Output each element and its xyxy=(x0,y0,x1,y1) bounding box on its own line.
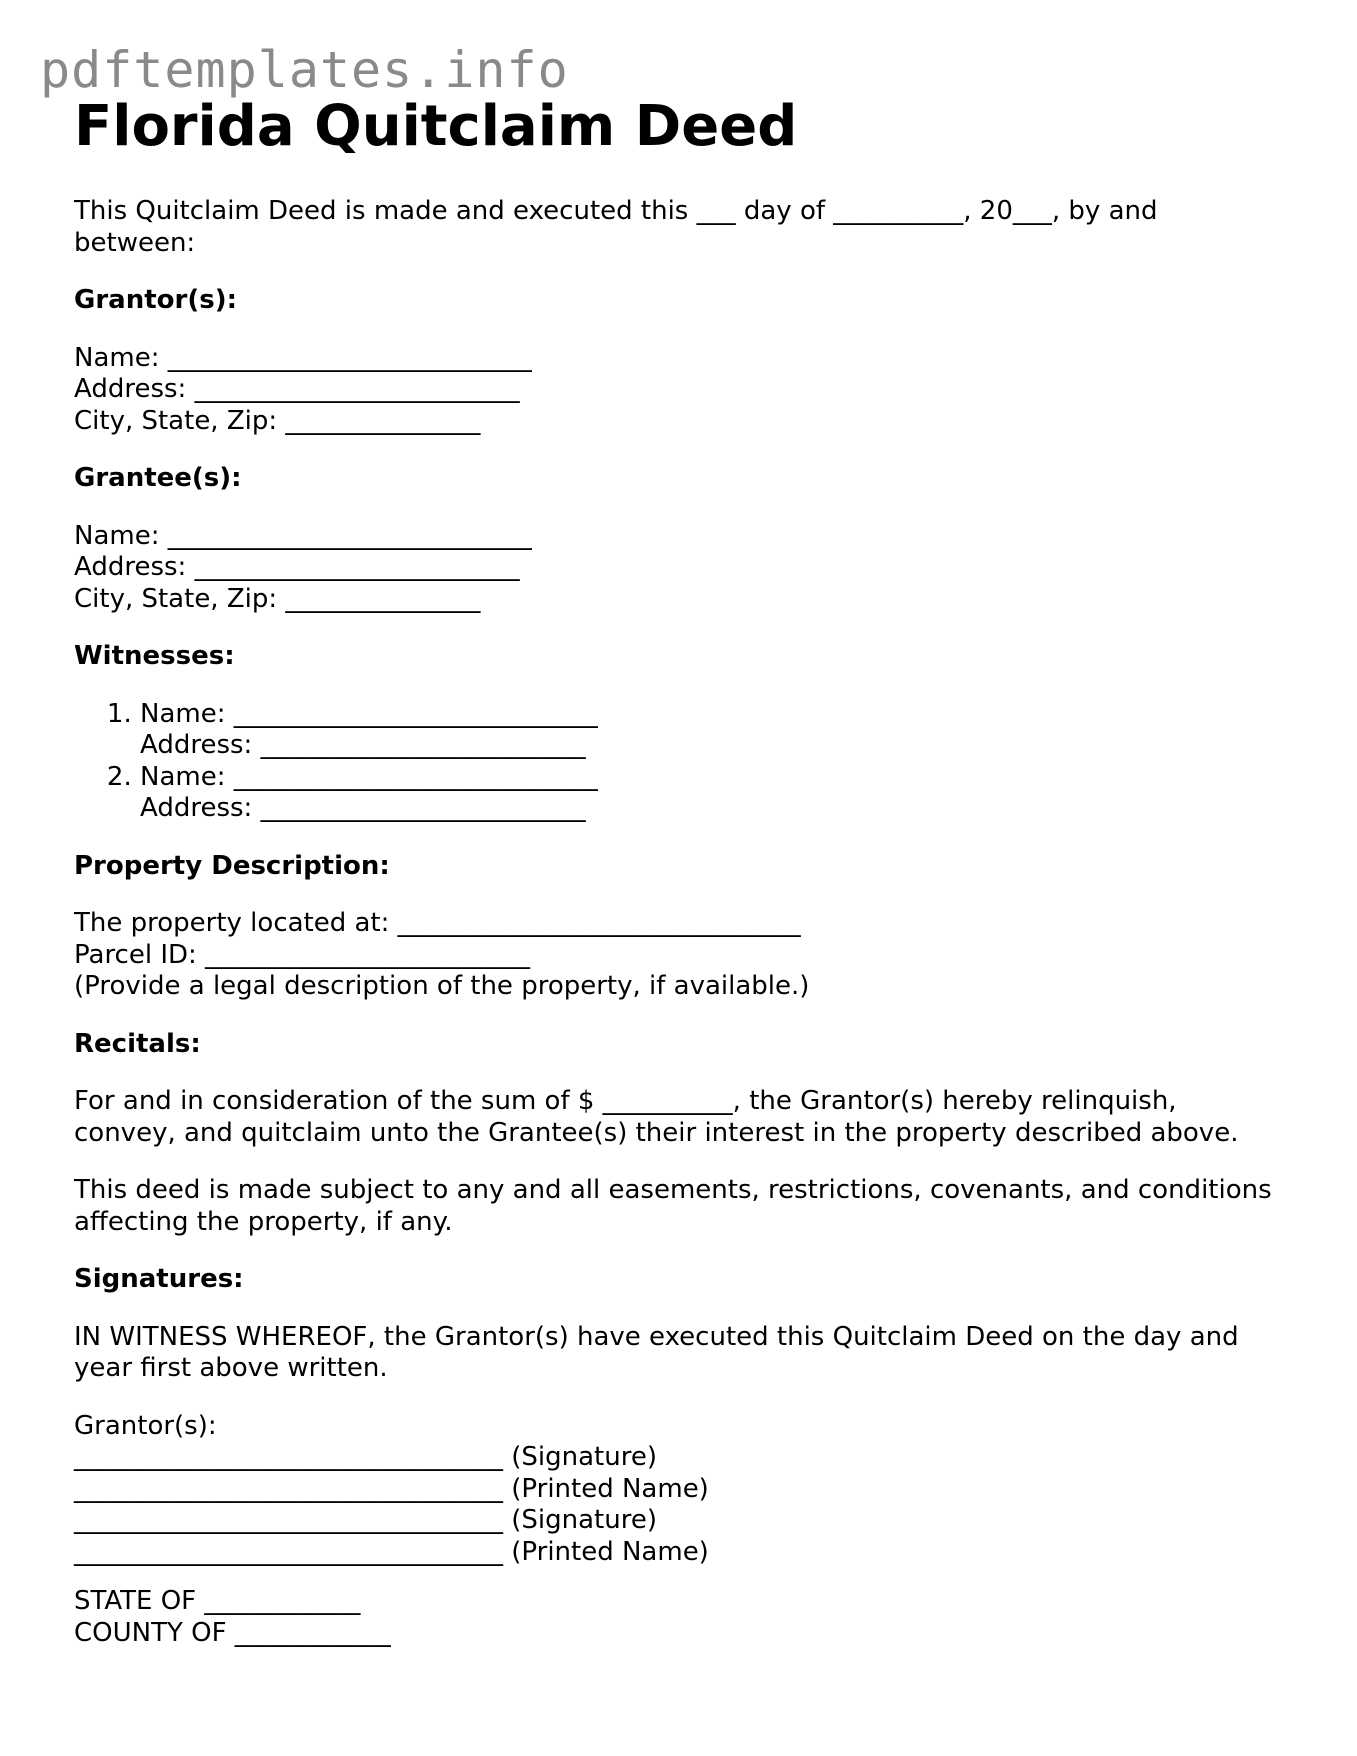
grantee-city-line: City, State, Zip: _______________ xyxy=(74,583,481,614)
notary-block xyxy=(74,1586,1274,1649)
watermark: pdftemplates.info xyxy=(40,41,569,99)
grantee-name-line: Name: ____________________________ xyxy=(74,520,532,551)
state-line: STATE OF ____________ xyxy=(74,1586,361,1616)
grantee-fields xyxy=(74,521,1274,616)
signature-line: _________________________________ (Signature) xyxy=(74,1442,657,1472)
grantor-address-line: Address: _________________________ xyxy=(74,374,520,404)
witness-item xyxy=(140,699,1274,762)
signatures-paragraph: IN WITNESS WHEREOF, the Grantor(s) have executed this Quitclaim Deed on the day and year first above written. xyxy=(74,1321,1239,1383)
grantee-heading: Grantee(s): xyxy=(74,463,242,493)
witness-name-line: 1. Name: ____________________________ xyxy=(140,698,598,729)
printed-name-line: _________________________________ (Printed Name) xyxy=(74,1536,709,1567)
recitals-paragraph-1: For and in consideration of the sum of $ __________, the Grantor(s) hereby relinquish, convey, and quitclaim unto the Grantee(s) their interest in the property described above. xyxy=(74,1086,1239,1148)
grantor-city-line: City, State, Zip: _______________ xyxy=(74,405,481,436)
county-line: COUNTY OF ____________ xyxy=(74,1617,391,1648)
printed-name-line: _________________________________ (Printed Name) xyxy=(74,1473,709,1504)
recitals-heading: Recitals: xyxy=(74,1028,201,1059)
signature-label: Grantor(s): xyxy=(74,1410,217,1441)
witness-item xyxy=(140,762,1274,825)
recitals-paragraph-2: This deed is made subject to any and all easements, restrictions, covenants, and conditions affecting the property, if any. xyxy=(74,1175,1272,1237)
property-heading: Property Description: xyxy=(74,850,390,881)
document-body xyxy=(74,90,1274,1649)
property-location-line: The property located at: _______________________________ xyxy=(74,908,801,938)
intro-paragraph: This Quitclaim Deed is made and executed this ___ day of __________, 20___, by and between: xyxy=(74,196,1158,258)
witnesses-heading: Witnesses: xyxy=(74,641,235,671)
grantor-fields xyxy=(74,343,1274,438)
witness-address-line: Address: _________________________ xyxy=(140,793,586,823)
document-title: Florida Quitclaim Deed xyxy=(74,94,798,159)
witnesses-list xyxy=(74,699,1274,825)
property-note: (Provide a legal description of the property, if available.) xyxy=(74,971,810,1001)
signature-line: _________________________________ (Signature) xyxy=(74,1505,657,1535)
parcel-id-line: Parcel ID: _________________________ xyxy=(74,939,531,970)
property-fields xyxy=(74,908,1274,1003)
witness-name-line: 2. Name: ____________________________ xyxy=(140,761,598,792)
signature-block xyxy=(74,1411,1274,1569)
grantee-address-line: Address: _________________________ xyxy=(74,552,520,582)
grantor-name-line: Name: ____________________________ xyxy=(74,342,532,373)
grantor-heading: Grantor(s): xyxy=(74,285,237,315)
signatures-heading: Signatures: xyxy=(74,1264,244,1294)
witness-address-line: Address: _________________________ xyxy=(140,730,586,760)
